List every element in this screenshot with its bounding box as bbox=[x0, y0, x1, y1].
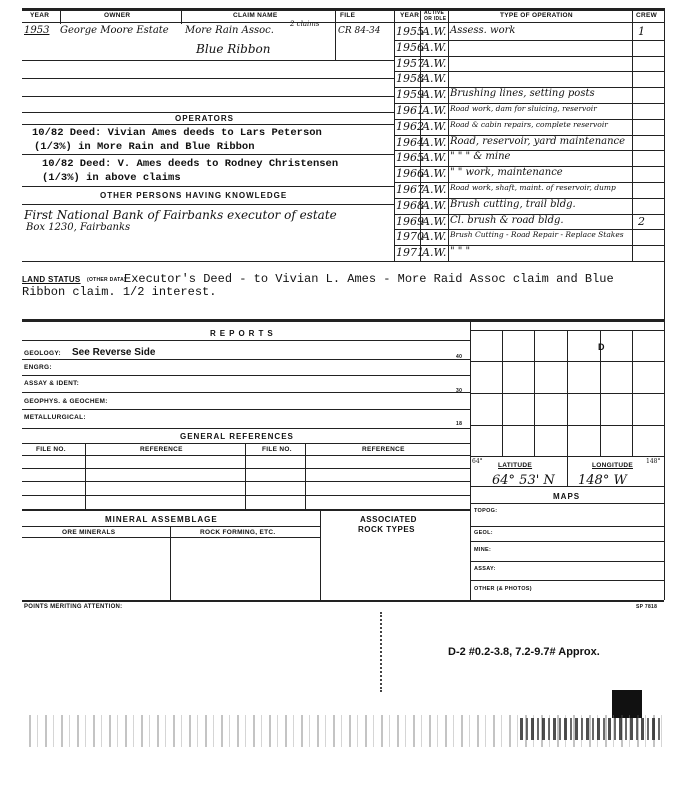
ref-bottom-rule bbox=[22, 509, 470, 511]
lat-prefix: 64° bbox=[472, 458, 483, 465]
reports-rule bbox=[22, 359, 470, 360]
ref-col-reference-1: REFERENCE bbox=[140, 446, 183, 453]
knowledge-rule bbox=[22, 204, 394, 205]
mineral-rule bbox=[22, 526, 320, 527]
ref-sep bbox=[305, 443, 306, 509]
operator-line-1: 10/82 Deed: Vivian Ames deeds to Lars Peterson bbox=[32, 127, 322, 139]
latitude-value: 64° 53' N bbox=[492, 473, 555, 488]
knowledge-bottom-rule bbox=[22, 261, 664, 262]
operation-status: A.W. bbox=[422, 214, 447, 228]
operation-row bbox=[394, 135, 664, 152]
col-sep bbox=[335, 8, 336, 60]
maps-rule bbox=[470, 503, 664, 504]
operation-year: 1956 bbox=[396, 40, 424, 54]
rock-forming-label: ROCK FORMING, ETC. bbox=[200, 529, 276, 536]
mineral-title: MINERAL ASSEMBLAGE bbox=[105, 515, 218, 524]
geology-value: See Reverse Side bbox=[72, 347, 156, 358]
land-status-line-2: Ribbon claim. 1/2 interest. bbox=[22, 285, 217, 299]
operation-status: A.W. bbox=[422, 88, 447, 102]
operation-row bbox=[394, 56, 664, 73]
scale-mark: 18 bbox=[456, 421, 463, 427]
longitude-label: LONGITUDE bbox=[592, 462, 633, 469]
operators-title: OPERATORS bbox=[175, 114, 234, 123]
general-references-title: GENERAL REFERENCES bbox=[180, 432, 294, 441]
row-line bbox=[22, 60, 394, 61]
ref-sep bbox=[245, 443, 246, 509]
ref-col-reference-2: REFERENCE bbox=[362, 446, 405, 453]
operation-type: Road & cabin repairs, complete reservoir bbox=[450, 119, 608, 129]
header-crew: CREW bbox=[636, 12, 658, 19]
operation-year: 1967 bbox=[396, 183, 424, 196]
grid-top-mark: D bbox=[598, 342, 605, 352]
geophys-label: GEOPHYS. & GEOCHEM: bbox=[24, 398, 108, 405]
operation-row bbox=[394, 103, 664, 120]
operation-row bbox=[394, 166, 664, 183]
maps-assay: ASSAY: bbox=[474, 566, 496, 572]
maps-rule bbox=[470, 541, 664, 542]
header-type-of-operation: TYPE OF OPERATION bbox=[500, 12, 573, 19]
col-sep bbox=[181, 8, 182, 24]
latitude-label: LATITUDE bbox=[498, 462, 533, 469]
operation-status: A.W. bbox=[422, 183, 447, 196]
row-line bbox=[22, 96, 394, 97]
claim-name-1: More Rain Assoc. bbox=[185, 25, 274, 36]
operation-row bbox=[394, 119, 664, 136]
ref-rule bbox=[22, 443, 470, 444]
operation-year: 1968 bbox=[396, 198, 424, 212]
operation-year: 1957 bbox=[396, 56, 424, 70]
operation-year: 1964 bbox=[396, 135, 424, 149]
ore-minerals-label: ORE MINERALS bbox=[62, 529, 116, 536]
knowledge-line-2: Box 1230, Fairbanks bbox=[26, 222, 131, 233]
operation-status: A.W. bbox=[422, 167, 447, 181]
operation-type: Brush cutting, trail bldg. bbox=[450, 198, 576, 210]
grid-row bbox=[470, 456, 664, 457]
operation-status: A.W. bbox=[422, 135, 447, 149]
operation-row bbox=[394, 40, 664, 57]
operation-row bbox=[394, 214, 664, 231]
operator-line-2: (1/3%) in More Rain and Blue Ribbon bbox=[34, 141, 255, 153]
operation-year: 1970 bbox=[396, 230, 424, 244]
scan-artifact-block bbox=[612, 690, 642, 718]
mineral-sep bbox=[170, 526, 171, 600]
operation-status: A.W. bbox=[422, 40, 447, 54]
operation-type: " " " & mine bbox=[450, 151, 511, 163]
rock-types-label: ROCK TYPES bbox=[358, 525, 416, 534]
mineral-rule bbox=[22, 537, 320, 538]
header-owner: OWNER bbox=[104, 12, 131, 19]
land-status-line-1: Executor's Deed - to Vivian L. Ames - More Raid Assoc claim and Blue bbox=[124, 272, 614, 286]
header-right-year: YEAR bbox=[400, 12, 420, 19]
reports-rule bbox=[22, 428, 470, 429]
operation-year: 1958 bbox=[396, 72, 424, 86]
maps-other: OTHER (& PHOTOS) bbox=[474, 586, 532, 592]
operation-status: A.W. bbox=[422, 25, 447, 38]
ref-rule bbox=[22, 455, 470, 456]
geology-label: GEOLOGY: bbox=[24, 350, 61, 357]
maps-rule bbox=[470, 526, 664, 527]
row-line bbox=[22, 78, 394, 79]
operation-type: Road, reservoir, yard maintenance bbox=[450, 135, 626, 147]
reports-title: REPORTS bbox=[210, 329, 277, 338]
operation-row bbox=[394, 24, 664, 41]
claim-file: CR 84-34 bbox=[338, 26, 381, 36]
operator-line-4: (1/3%) in above claims bbox=[42, 172, 181, 184]
operation-type: Road work, dam for sluicing, reservoir bbox=[450, 104, 597, 113]
grid-row bbox=[470, 361, 664, 362]
reports-rule bbox=[22, 340, 470, 341]
operation-year: 1969 bbox=[396, 214, 424, 228]
points-note: D-2 #0.2-3.8, 7.2-9.7# Approx. bbox=[448, 646, 600, 658]
ref-col-file-2: FILE NO. bbox=[262, 446, 292, 453]
scan-artifact-dots bbox=[380, 612, 422, 692]
grid-row bbox=[470, 393, 664, 394]
metallurgical-label: METALLURGICAL: bbox=[24, 414, 86, 421]
header-claim-name: CLAIM NAME bbox=[233, 12, 278, 19]
mineral-sep bbox=[320, 509, 321, 600]
ref-col-file-1: FILE NO. bbox=[36, 446, 66, 453]
right-edge bbox=[664, 8, 665, 600]
col-sep bbox=[60, 8, 61, 24]
operation-year: 1965 bbox=[396, 151, 424, 165]
claim-name-2: Blue Ribbon bbox=[196, 42, 271, 56]
reports-top-rule bbox=[22, 319, 664, 322]
operation-status: A.W. bbox=[422, 72, 447, 86]
operation-type: Assess. work bbox=[450, 25, 516, 36]
operation-type: Road work, shaft, maint. of reservoir, dump bbox=[450, 183, 616, 192]
grid-row bbox=[470, 425, 664, 426]
grid-row bbox=[470, 486, 664, 487]
maps-topog: TOPOG: bbox=[474, 508, 498, 514]
operation-row bbox=[394, 87, 664, 104]
operation-status: A.W. bbox=[422, 198, 447, 212]
operation-type: " " " bbox=[450, 246, 471, 258]
operation-status: A.W. bbox=[422, 104, 447, 117]
points-label: POINTS MERITING ATTENTION: bbox=[24, 604, 123, 610]
maps-title: MAPS bbox=[553, 492, 581, 501]
scan-noise-dense bbox=[520, 718, 660, 740]
operation-status: A.W. bbox=[422, 246, 447, 260]
longitude-value: 148° W bbox=[578, 473, 627, 488]
operation-type: Cl. brush & road bldg. bbox=[450, 214, 564, 226]
operation-row bbox=[394, 198, 664, 215]
reports-rule bbox=[22, 375, 470, 376]
operation-row bbox=[394, 229, 664, 246]
engrg-label: ENGRG: bbox=[24, 364, 52, 371]
operation-type: Brush Cutting - Road Repair - Replace Stakes bbox=[450, 230, 624, 240]
operators-rule bbox=[22, 124, 394, 125]
operators-rule bbox=[22, 154, 394, 155]
operation-year: 1959 bbox=[396, 88, 424, 102]
knowledge-title: OTHER PERSONS HAVING KNOWLEDGE bbox=[100, 191, 288, 200]
associated-label: ASSOCIATED bbox=[360, 515, 417, 524]
ref-rule bbox=[22, 468, 470, 469]
owner-name: George Moore Estate bbox=[60, 25, 169, 36]
ref-rule bbox=[22, 495, 470, 496]
operation-status: A.W. bbox=[422, 151, 447, 165]
points-top-rule bbox=[22, 600, 664, 602]
lon-prefix: 148° bbox=[646, 458, 661, 465]
scale-mark: 30 bbox=[456, 388, 463, 394]
reports-rule bbox=[22, 392, 470, 393]
grid-row bbox=[470, 330, 664, 331]
operators-rule bbox=[22, 186, 394, 187]
scale-mark: 40 bbox=[456, 354, 463, 360]
operation-year: 1955 bbox=[396, 25, 424, 38]
assay-label: ASSAY & IDENT: bbox=[24, 380, 80, 387]
ref-rule bbox=[22, 481, 470, 482]
operation-type: " " work, maintenance bbox=[450, 167, 563, 179]
maps-geol: GEOL: bbox=[474, 530, 493, 536]
header-file: FILE bbox=[340, 12, 356, 19]
operation-row bbox=[394, 182, 664, 199]
operation-crew: 2 bbox=[638, 214, 645, 228]
operation-year: 1961 bbox=[396, 104, 424, 117]
operation-status: A.W. bbox=[422, 56, 447, 70]
maps-rule bbox=[470, 561, 664, 562]
operation-row bbox=[394, 150, 664, 167]
operation-year: 1966 bbox=[396, 167, 424, 181]
maps-mine: MINE: bbox=[474, 547, 492, 553]
header-underline bbox=[22, 22, 664, 23]
claim-note: 2 claims bbox=[290, 20, 320, 28]
operation-status: A.W. bbox=[422, 119, 447, 133]
operation-year: 1971 bbox=[396, 246, 424, 260]
header-active-or-idle: ACTIVE OR IDLE bbox=[424, 10, 447, 22]
form-number: SP 7818 bbox=[636, 604, 658, 610]
ref-sep bbox=[85, 443, 86, 509]
operator-line-3: 10/82 Deed: V. Ames deeds to Rodney Christensen bbox=[42, 158, 339, 170]
operation-year: 1962 bbox=[396, 119, 424, 133]
reports-rule bbox=[22, 409, 470, 410]
land-status-label: LAND STATUS bbox=[22, 275, 81, 284]
maps-rule bbox=[470, 580, 664, 581]
knowledge-line-1: First National Bank of Fairbanks executor of estate bbox=[24, 208, 337, 222]
grid-col bbox=[567, 330, 568, 486]
top-border bbox=[22, 8, 664, 11]
operation-type: Brushing lines, setting posts bbox=[450, 88, 595, 100]
operation-status: A.W. bbox=[422, 230, 447, 244]
owner-year: 1953 bbox=[24, 25, 50, 36]
operators-top-rule bbox=[22, 112, 394, 113]
header-year: YEAR bbox=[30, 12, 50, 19]
operation-row bbox=[394, 71, 664, 88]
land-status-sublabel: (OTHER DATA) bbox=[87, 277, 126, 283]
operation-row bbox=[394, 245, 664, 262]
operation-crew: 1 bbox=[638, 25, 645, 38]
